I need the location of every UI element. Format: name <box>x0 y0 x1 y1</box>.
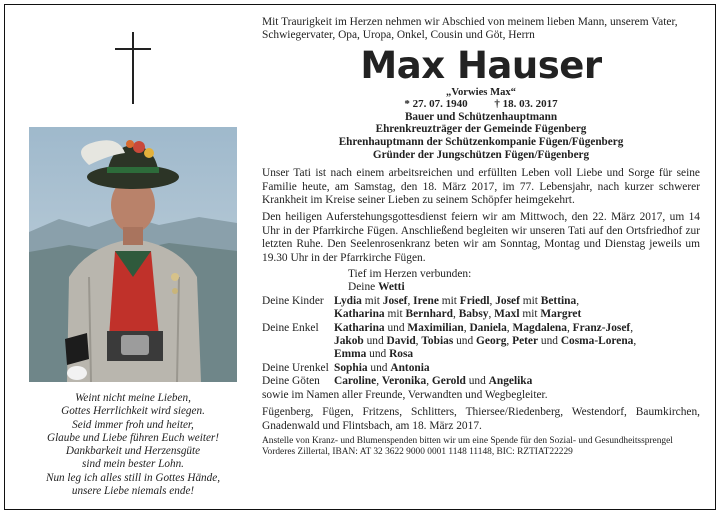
connector-text: , <box>630 321 634 334</box>
wife-line <box>262 281 700 294</box>
family-member-name: Gerold <box>431 375 466 388</box>
family-member-name: Maximilian <box>407 321 464 334</box>
family-member-name: Antonia <box>390 361 430 374</box>
connector-text: mit <box>519 308 541 321</box>
family-member-name: Lydia <box>334 294 362 307</box>
poem <box>29 392 237 498</box>
connector-text: mit <box>361 294 383 307</box>
family-member-name: Emma <box>334 348 367 361</box>
portrait-photo <box>29 127 237 382</box>
connector-text: mit <box>384 308 406 321</box>
family-member-name: Josef <box>382 294 408 307</box>
connector-text: und <box>363 335 387 348</box>
family-list <box>262 295 700 389</box>
title-line: Ehrenkreuzträger der Gemeinde Fügenberg <box>375 123 587 136</box>
family-row <box>262 375 700 388</box>
connector-text: und <box>367 361 391 374</box>
family-names <box>334 322 700 335</box>
family-member-name: Maxl <box>494 308 520 321</box>
connector-text: , <box>415 335 422 348</box>
family-member-name: Angelika <box>488 375 533 388</box>
honorary-titles <box>262 111 700 161</box>
connector-text: und <box>465 375 489 388</box>
poem-line: Seid immer froh und heiter, <box>72 418 194 431</box>
connector-text: , <box>453 308 459 321</box>
title-line: Bauer und Schützenhauptmann <box>404 110 558 123</box>
family-row <box>262 308 700 321</box>
connector-text: mit <box>438 294 460 307</box>
family-label: Deine Enkel <box>262 321 319 334</box>
connector-text: , <box>376 375 382 388</box>
family-member-name: David <box>386 335 416 348</box>
funeral-paragraph: Den heiligen Auferstehungsgottesdienst feiern wir am Mittwoch, den 22. März 2017, um 14 Uhr in der Pfarrkirche Fügen. Anschließend begleiten wir unseren Tati auf den Ortsfriedhof zur letzten Ruhe. Den Seelenrosenkranz beten wir am Sonntag, Montag und Dienstag jeweils um 19.30 Uhr in der Pfarrkirche Fügen. <box>262 211 700 264</box>
cross-icon <box>115 32 151 104</box>
wife-prefix: Deine <box>348 281 376 294</box>
nickname: „Vorwies Max“ <box>446 86 516 98</box>
family-member-name: Katharina <box>334 308 385 321</box>
poem-line: Gottes Herrlichkeit wird siegen. <box>61 405 205 418</box>
family-label <box>262 308 334 321</box>
connector-text: und <box>453 335 477 348</box>
death-date: † 18. 03. 2017 <box>494 97 558 110</box>
life-dates <box>262 98 700 111</box>
connector-text: mit <box>519 294 541 307</box>
family-member-name: Katharina <box>334 321 385 334</box>
donation-note: Anstelle von Kranz- und Blumenspenden bitten wir um eine Spende für den Sozial- und Gesundheitssprengel Vorderes Zillertal, IBAN: AT 32 3622 9000 0001 1148 11148, BIC: RZTIAT22229 <box>262 435 673 457</box>
family-member-name: Friedl <box>459 294 490 307</box>
family-label <box>262 348 334 361</box>
poem-line: sind mein bester Lohn. <box>82 458 184 471</box>
family-member-name: Caroline <box>334 375 377 388</box>
connector-text: , <box>506 321 513 334</box>
intro-text: Mit Traurigkeit im Herzen nehmen wir Abschied von meinem lieben Mann, unserem Vater, Schwiegervater, Opa, Uropa, Onkel, Cousin und Göt, Herrn <box>262 16 678 42</box>
family-member-name: Veronika <box>381 375 427 388</box>
death-paragraph: Unser Tati ist nach einem arbeitsreichen und erfüllten Leben voll Liebe und Sorge für seine Familie heute, am Samstag, den 18. März 2017, im 77. Lebensjahr, nach kurzer schwerer Krankheit im Kreise seiner Lieben zu seinem Schöpfer heimgekehrt. <box>262 167 700 206</box>
wife-name: Wetti <box>378 281 405 294</box>
family-member-name: Josef <box>495 294 520 307</box>
family-row <box>262 322 700 335</box>
connected-line: Tief im Herzen verbunden: <box>348 268 472 281</box>
family-names <box>334 335 700 348</box>
connector-text: und <box>384 321 408 334</box>
family-member-name: Magdalena <box>512 321 567 334</box>
family-label: Deine Göten <box>262 375 320 388</box>
family-names <box>334 295 700 308</box>
connector-text: , <box>463 321 470 334</box>
family-member-name: Cosma-Lorena <box>560 335 634 348</box>
family-member-name: Sophia <box>334 361 368 374</box>
family-member-name: Bettina <box>540 294 577 307</box>
family-names <box>334 362 700 375</box>
family-member-name: Irene <box>413 294 439 307</box>
family-member-name: Rosa <box>389 348 414 361</box>
family-row <box>262 335 700 348</box>
title-line: Ehrenhauptmann der Schützenkompanie Fügen/Fügenberg <box>338 136 624 148</box>
deceased-name: Max Hauser <box>360 43 602 87</box>
family-member-name: Bernhard <box>405 308 453 321</box>
family-member-name: Peter <box>512 335 539 348</box>
title-line: Gründer der Jungschützen Fügen/Fügenberg <box>372 148 590 161</box>
connector-text: , <box>576 294 580 307</box>
connector-text: , <box>488 308 495 321</box>
connector-text: , <box>407 294 414 307</box>
family-member-name: Georg <box>476 335 507 348</box>
connector-text: , <box>489 294 496 307</box>
family-row <box>262 348 700 361</box>
poem-line: unsere Liebe niemals ende! <box>71 485 195 498</box>
family-section <box>262 268 700 389</box>
family-member-name: Daniela <box>469 321 507 334</box>
connector-text: , <box>566 321 573 334</box>
connector-text: und <box>366 348 390 361</box>
family-names <box>334 375 700 388</box>
connector-text: , <box>506 335 513 348</box>
poem-line: Glaube und Liebe führen Euch weiter! <box>46 431 220 444</box>
poem-line: Dankbarkeit und Herzensgüte <box>65 445 201 458</box>
family-member-name: Babsy <box>458 308 489 321</box>
poem-line: Nun leg ich alles still in Gottes Hände, <box>45 471 220 484</box>
poem-line: Weint nicht meine Lieben, <box>75 392 191 404</box>
family-label <box>262 335 334 348</box>
family-row <box>262 362 700 375</box>
connector-text: , <box>426 375 432 388</box>
birth-date: * 27. 07. 1940 <box>404 97 468 110</box>
family-member-name: Tobias <box>421 335 454 348</box>
connector-text: und <box>538 335 561 348</box>
others-line: sowie im Namen aller Freunde, Verwandten und Wegbegleiter. <box>262 388 548 401</box>
family-row <box>262 295 700 308</box>
connector-text: , <box>633 335 637 348</box>
family-label: Deine Kinder <box>262 294 324 307</box>
family-names <box>334 308 700 321</box>
places-line: Fügenberg, Fügen, Fritzens, Schlitters, Thiersee/Riedenberg, Westendorf, Baumkirchen, Gnadenwald und Flintsbach, am 18. März 2017. <box>262 406 700 432</box>
obituary-notice <box>4 4 716 510</box>
family-member-name: Jakob <box>334 335 364 348</box>
family-member-name: Franz-Josef <box>572 321 631 334</box>
family-member-name: Margret <box>540 308 582 321</box>
family-names <box>334 348 700 361</box>
obituary-text <box>262 16 700 458</box>
family-label: Deine Urenkel <box>262 361 329 374</box>
